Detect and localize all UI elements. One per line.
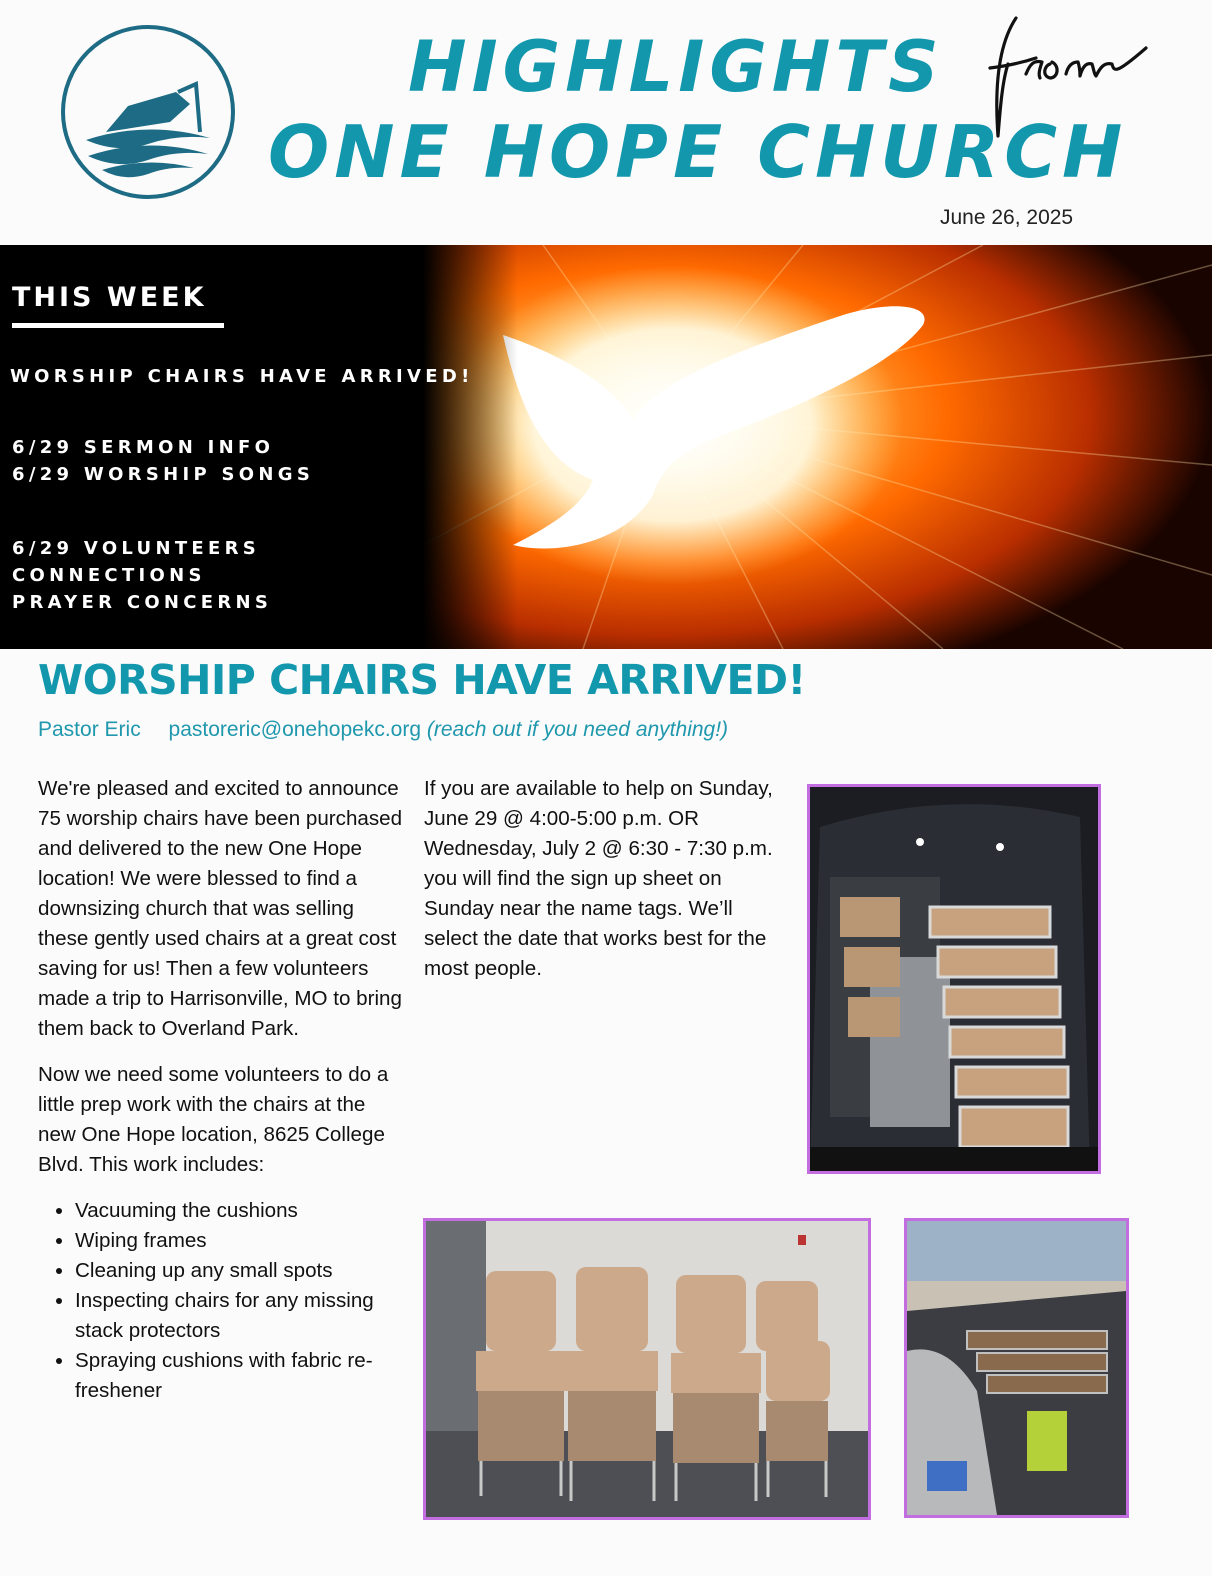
article-column-1: [38, 774, 403, 1406]
paragraph-signup-info: If you are available to help on Sunday, June 29 @ 4:00-5:00 p.m. OR Wednesday, July 2 @ 6:30 - 7:30 p.m. you will find the sign up sheet on Sunday near the name tags. We’ll select the date that works best for the most people.: [424, 777, 773, 980]
menu-item-worship-chairs[interactable]: WORSHIP CHAIRS HAVE ARRIVED!: [10, 366, 474, 387]
script-from-icon: [986, 12, 1154, 144]
this-week-heading: THIS WEEK: [12, 282, 207, 313]
task-item: • Spraying cushions with fabric re-freshener: [75, 1346, 403, 1406]
glowing-dove-image: [423, 245, 1212, 649]
church-logo: [58, 22, 238, 202]
dove-icon: [423, 245, 1212, 649]
menu-item-worship-songs[interactable]: 6/29 WORSHIP SONGS: [12, 464, 315, 485]
task-item: • Wiping frames: [75, 1226, 403, 1256]
menu-item-volunteers[interactable]: 6/29 VOLUNTEERS: [12, 538, 261, 559]
author-email-link[interactable]: pastoreric@onehopekc.org: [168, 718, 422, 741]
menu-item-sermon-info[interactable]: 6/29 SERMON INFO: [12, 437, 275, 458]
issue-date: June 26, 2025: [940, 206, 1074, 229]
stacked-chairs-image: [426, 1221, 868, 1517]
author-name: Pastor Eric: [38, 718, 141, 741]
chairs-in-car-image: [907, 1221, 1126, 1515]
photo-stacked-chairs: [423, 1218, 871, 1520]
article-title: WORSHIP CHAIRS HAVE ARRIVED!: [38, 656, 806, 704]
photo-chairs-in-van: [807, 784, 1101, 1174]
contact-note: (reach out if you need anything!): [426, 718, 729, 741]
title-highlights: HIGHLIGHTS: [408, 26, 944, 108]
chairs-in-van-image: [810, 787, 1098, 1171]
task-item: • Vacuuming the cushions: [75, 1196, 403, 1226]
menu-item-connections[interactable]: CONNECTIONS: [12, 565, 206, 586]
task-item: • Inspecting chairs for any missing stack protectors: [75, 1286, 403, 1346]
this-week-banner: [0, 245, 1212, 649]
script-from-word: [986, 12, 1154, 144]
paragraph-volunteers-needed: Now we need some volunteers to do a little prep work with the chairs at the new One Hope location, 8625 College Blvd. This work includes:: [38, 1063, 389, 1176]
this-week-underline: [12, 323, 224, 328]
article-column-2: [424, 774, 784, 984]
article-byline: [38, 718, 728, 742]
title-one-hope-church: ONE HOPE CHURCH: [268, 110, 1128, 194]
church-wave-logo-icon: [58, 22, 238, 202]
menu-item-prayer-concerns[interactable]: PRAYER CONCERNS: [12, 592, 273, 613]
script-from-text: from: [986, 12, 988, 13]
photo-chairs-in-car: [904, 1218, 1129, 1518]
task-item: • Cleaning up any small spots: [75, 1256, 403, 1286]
task-list: [38, 1196, 403, 1406]
paragraph-announcement: We're pleased and excited to announce 75 worship chairs have been purchased and delivered to the new One Hope location! We were blessed to find a downsizing church that was selling these gently used chairs at a great cost saving for us! Then a few volunteers made a trip to Harrisonville, MO to bring them back to Overland Park.: [38, 777, 403, 1040]
